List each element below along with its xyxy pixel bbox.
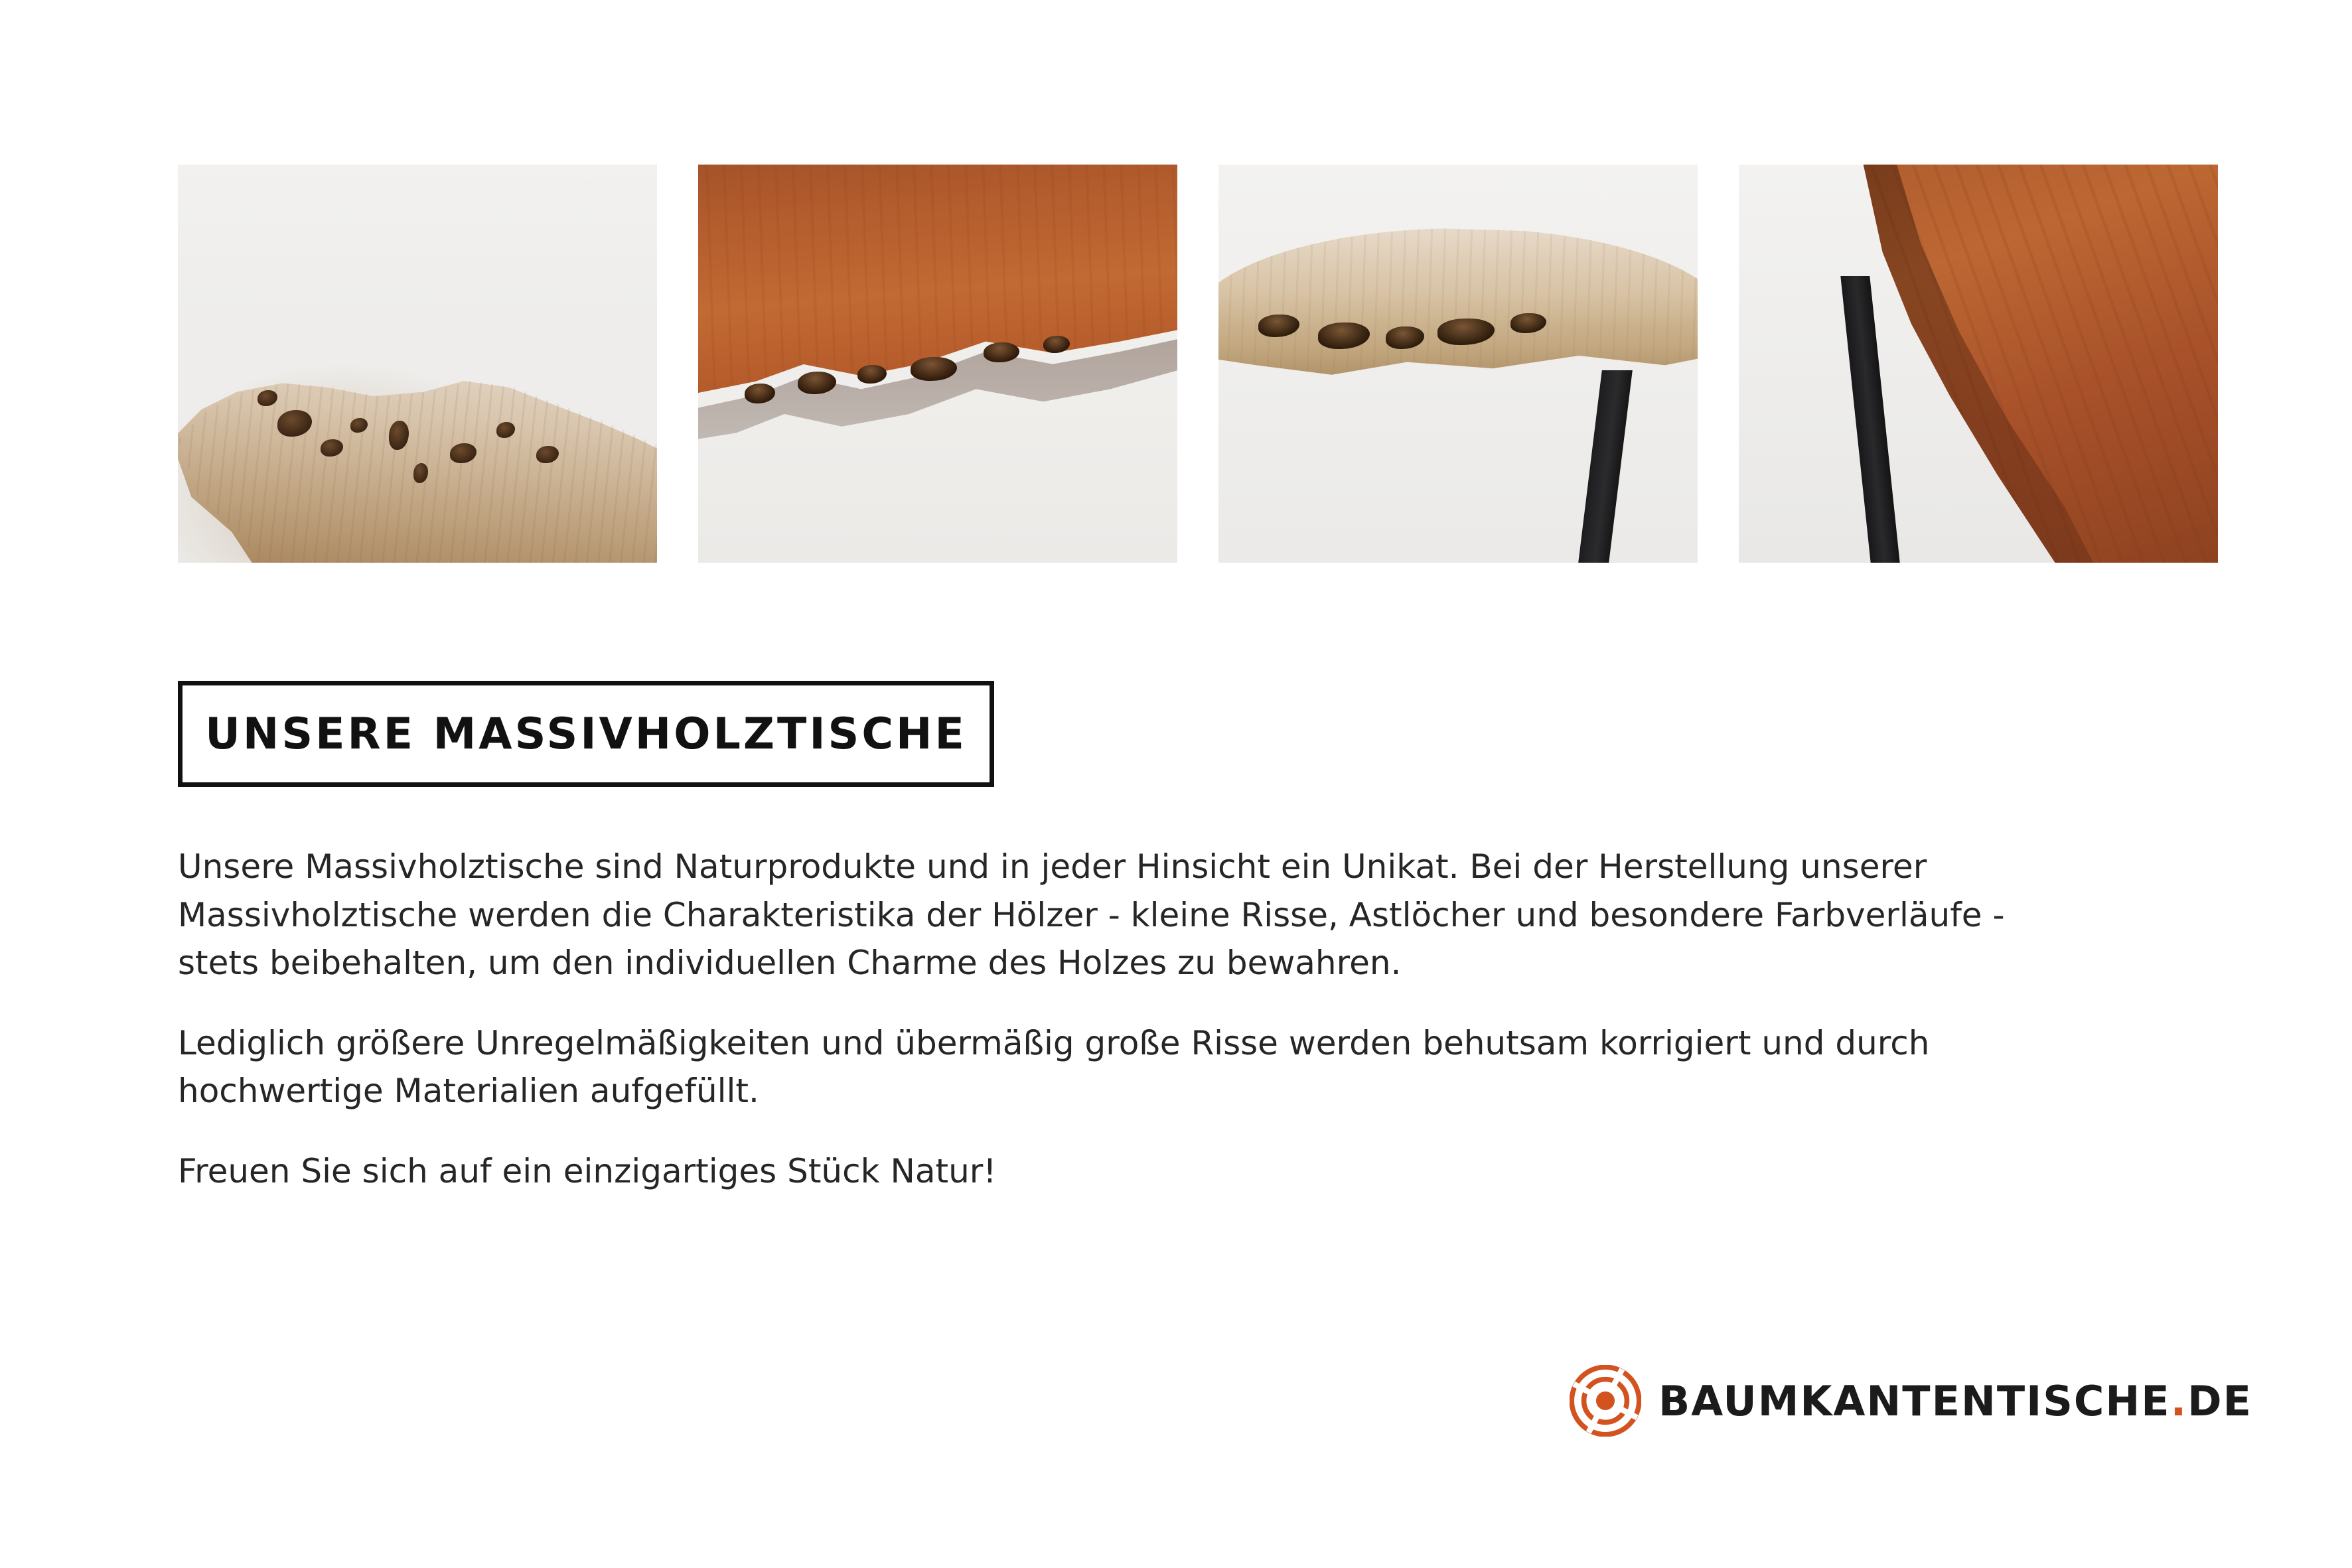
brand-name: BAUMKANTENTISCHE	[1658, 1376, 2171, 1425]
product-photo-1	[178, 165, 657, 563]
wood-round-table-edge-icon	[1218, 228, 1698, 388]
brand-tld: DE	[2187, 1376, 2252, 1425]
wood-table-corner-icon	[1739, 165, 2218, 563]
brand-logo	[1570, 1365, 2252, 1437]
wood-grain-texture	[178, 344, 657, 563]
product-photo-4	[1739, 165, 2218, 563]
paragraph-1: Unsere Massivholztische sind Naturprodukte und in jeder Hinsicht ein Unikat. Bei der Herstellung unserer Massivholztische werden die Charakteristika der Hölzer - kleine Risse, Astlöcher und besondere Farbverläufe - stets beibehalten, um den individuellen Charme des Holzes zu bewahren.	[178, 847, 2005, 982]
concentric-rings-logo-icon	[1570, 1365, 1641, 1437]
body-copy	[178, 843, 2056, 1195]
table-leg	[1578, 370, 1633, 563]
photo-strip	[178, 165, 2235, 563]
brand-dot: .	[2170, 1376, 2188, 1425]
product-photo-3	[1218, 165, 1698, 563]
table-leg	[1840, 276, 1899, 563]
section-headline-box	[178, 681, 994, 787]
knot-hole-icon	[857, 365, 887, 384]
brand-wordmark	[1658, 1377, 2252, 1425]
paragraph-2: Lediglich größere Unregelmäßigkeiten und übermäßig große Risse werden behutsam korrigiert und durch hochwertige Materialien aufgefüllt.	[178, 1023, 1930, 1110]
page-title: UNSERE MASSIVHOLZTISCHE	[205, 709, 967, 759]
paragraph-3: Freuen Sie sich auf ein einzigartiges Stück Natur!	[178, 1151, 997, 1190]
product-photo-2	[698, 165, 1177, 563]
